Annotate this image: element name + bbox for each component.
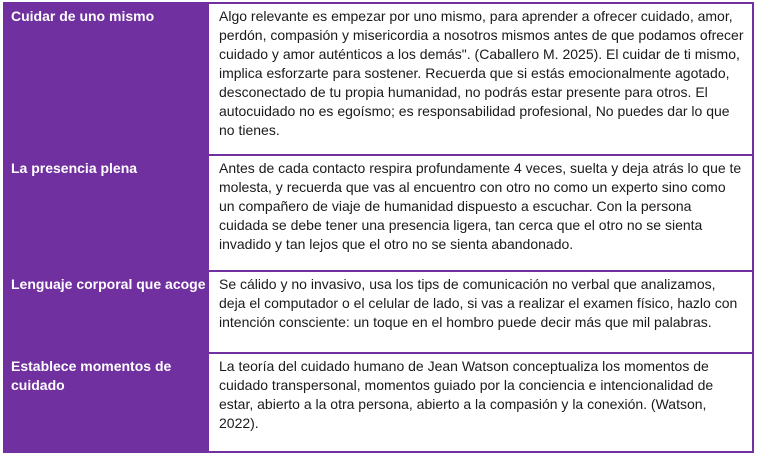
table-bottom-border bbox=[3, 451, 754, 453]
table-row bbox=[3, 4, 754, 154]
row-text: Antes de cada contacto respira profundamente 4 veces, suelta y deja atrás lo que te molesta, y recuerda que vas al encuentro con otro no como un experto sino como un compañero de viaje de humanidad dispuesto a escuchar. Con la persona cuidada se debe tener una presencia ligera, tan cerca que el otro no se sienta invadido y tan lejos que el otro no se sienta abandonado. bbox=[210, 156, 754, 270]
table-row bbox=[3, 272, 754, 352]
row-text: Algo relevante es empezar por uno mismo, para aprender a ofrecer cuidado, amor, perdón, compasión y misericordia a nosotros mismos antes de que podamos ofrecer cuidado y amor auténticos a los demás". (Caballero M. 2025). El cuidar de ti mismo, implica esforzarte para sostener. Recuerda que si estás emocionalmente agotado, desconectado de tu propia humanidad, no podrás estar presente para otros. El autocuidado no es egoísmo; es responsabilidad profesional, No puedes dar lo que no tienes. bbox=[210, 4, 754, 154]
table-row bbox=[3, 156, 754, 270]
table-row bbox=[3, 354, 754, 451]
row-text: La teoría del cuidado humano de Jean Watson conceptualiza los momentos de cuidado transpersonal, momentos guiado por la conciencia e intencionalidad de estar, abierto a la otra persona, abierto a la compasión y la conexión. (Watson, 2022). bbox=[210, 354, 754, 451]
row-header: Cuidar de uno mismo bbox=[3, 4, 210, 154]
row-header: La presencia plena bbox=[3, 156, 210, 270]
row-text: Se cálido y no invasivo, usa los tips de comunicación no verbal que analizamos, deja el computador o el celular de lado, si vas a realizar el examen físico, hazlo con intención consciente: un toque en el hombro puede decir más que mil palabras. bbox=[210, 272, 754, 352]
row-header: Establece momentos de cuidado bbox=[3, 354, 210, 451]
row-header: Lenguaje corporal que acoge bbox=[3, 272, 210, 352]
